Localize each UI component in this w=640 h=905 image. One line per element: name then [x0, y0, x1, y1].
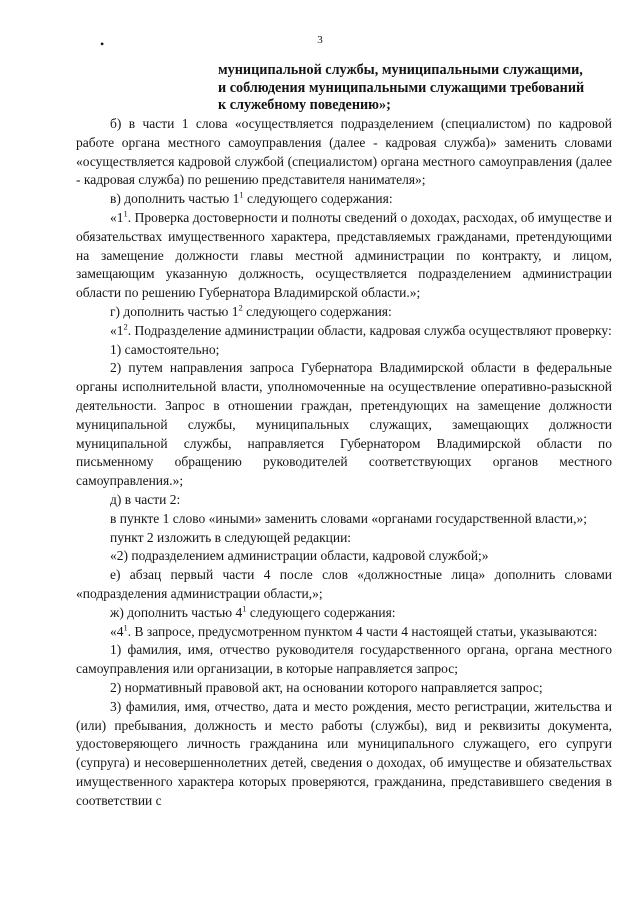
paragraph: г) дополнить частью $1^2$ следующего содержания:: [110, 302, 392, 319]
paragraph: 1) самостоятельно;: [110, 341, 220, 357]
paragraph: «$4^1$. В запросе, предусмотренном пунктом 4 части 4 настоящей статьи, указываются:: [110, 622, 598, 639]
paragraph: д) в части 2:: [110, 491, 181, 507]
paragraph: 2) нормативный правовой акт, на основании которого направляется запрос;: [110, 679, 543, 695]
paragraph: пункт 2 изложить в следующей редакции:: [110, 529, 352, 545]
heading-line: муниципальной службы, муниципальными служащими,: [218, 62, 583, 78]
paragraph: «2) подразделением администрации области, кадровой службой;»: [110, 548, 489, 564]
paragraph: 3) фамилия, имя, отчество, дата и место рождения, место регистрации, жительства и (или) пребывания, должность и место работы (службы), вид и реквизиты документа, удостоверяющего личность гражданина или муниципального служащего, его супруги (супруга) и несовершеннолетних детей, сведения о доходах, об имуществе и обязательствах имущественного характера которых проверяются, гражданина, представившего сведения в соответствии с: [76, 698, 612, 808]
heading-line: к служебному поведению»;: [218, 97, 391, 114]
paragraph: в) дополнить частью $1^1$ следующего содержания:: [110, 189, 393, 207]
paragraph: «$1^1$. Проверка достоверности и полноты сведений о доходах, расходах, об имуществе и обязательствах имущественного характера, представляемых гражданами, претендующими на замещение должности главы местной администрации по контракту, и лицом, замещающим указанную должность, осуществляется подразделением администрации области по решению Губернатора Владимирской области.»;: [76, 208, 612, 301]
paragraph: в пункте 1 слово «иными» заменить словами «органами государственной власти,»;: [110, 510, 587, 526]
heading: [218, 62, 614, 115]
paragraph: 1) фамилия, имя, отчество руководителя государственного органа, органа местного самоуправления или организации, в которые направляется запрос;: [76, 642, 612, 677]
document-body: [76, 115, 612, 810]
paragraph: е) абзац первый части 4 после слов «должностные лица» дополнить словами «подразделения администрации области,»;: [76, 567, 612, 601]
paragraph: «$1^2$. Подразделение администрации области, кадровая служба осуществляют проверку:: [110, 321, 612, 338]
heading-line: и соблюдения муниципальными служащими требований: [218, 79, 585, 96]
margin-mark: •: [100, 37, 105, 51]
paragraph: 2) путем направления запроса Губернатора Владимирской области в федеральные органы исполнительной власти, уполномоченные на осуществление оперативно-разыскной деятельности. Запрос в отношении граждан, претендующих на замещение должности муниципальной службы, муниципальных служащих, замещающих должности муниципальной службы, направляется Губернатором Владимирской области по письменному обращению руководителей соответствующих органов местного самоуправления.»;: [76, 360, 612, 489]
paragraph: ж) дополнить частью $4^1$ следующего содержания:: [110, 603, 396, 620]
page-number: 3: [317, 34, 323, 46]
paragraph: б) в части 1 слова «осуществляется подразделением (специалистом) по кадровой работе органа местного самоуправления (далее - кадровая служба)» заменить словами «осуществляется кадровой службой (специалистом) органа местного самоуправления (далее - кадровая служба) по решению представителя нанимателя»;: [76, 116, 612, 188]
